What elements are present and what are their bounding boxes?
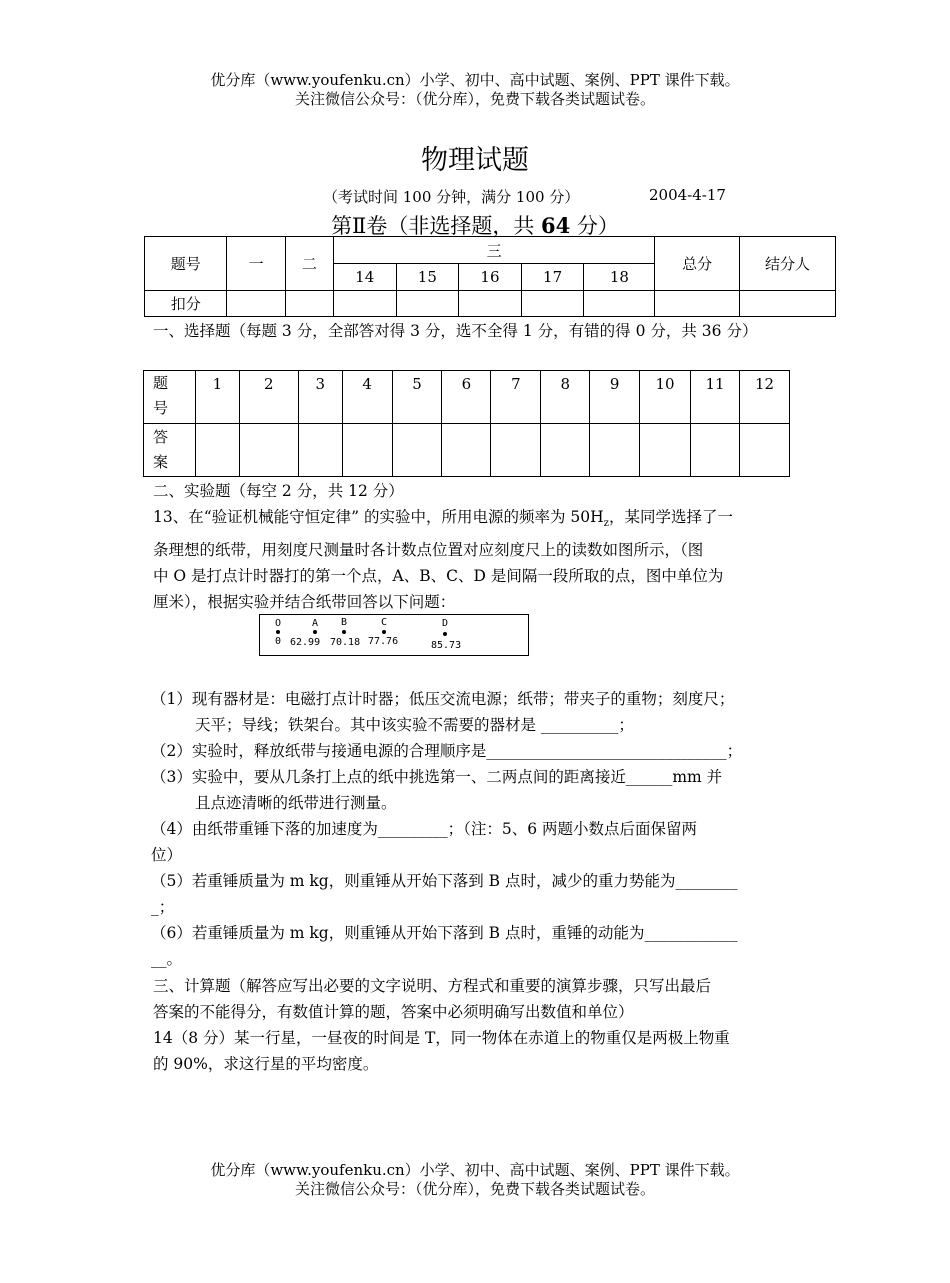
section-1-heading: 一、选择题（每题 3 分，全部答对得 3 分，选不全得 1 分，有错的得 0 分，共 36 分）	[153, 322, 758, 340]
answer-cell[interactable]	[342, 424, 392, 477]
q13-line-4: 厘米），根据实验并结合纸带回答以下问题：	[153, 593, 456, 612]
q13-hz-sub: z	[603, 518, 609, 530]
subq-6-line-2: __。	[151, 950, 183, 968]
answer-cell[interactable]	[392, 424, 442, 477]
answer-number: 3	[298, 371, 342, 424]
question-14-line-1: 14（8 分）某一行星，一昼夜的时间是 T，同一物体在赤道上的物重仅是两极上物重	[153, 1029, 730, 1047]
header-line-2: 关注微信公众号：（优分库），免费下载各类试题试卷。	[294, 90, 655, 108]
subq-1-line-2: 天平；导线；铁架台。其中该实验不需要的器材是 __________；	[195, 716, 634, 734]
q13-line-2: 条理想的纸带，用刻度尺测量时各计数点位置对应刻度尺上的读数如图所示，（图	[153, 541, 704, 560]
score-header-part1: 一	[227, 237, 285, 291]
section-3-heading-2: 答案的不能得分，有数值计算的题，答案中必须明确写出数值和单位）	[153, 1003, 634, 1021]
tape-label-b: B	[341, 617, 348, 628]
score-header-total: 总分	[655, 237, 740, 291]
subq-4-line-2: 位）	[151, 846, 183, 864]
tape-label-c: C	[381, 617, 388, 628]
question-13	[153, 504, 813, 615]
score-cell[interactable]	[396, 291, 459, 317]
subq-5-line-2: _；	[151, 898, 175, 916]
answer-header-answer-1: 答	[153, 428, 169, 446]
tape-dot-c	[382, 630, 386, 634]
tape-label-o: O	[275, 618, 282, 629]
answer-number: 7	[491, 371, 541, 424]
answer-number: 6	[442, 371, 491, 424]
answer-cell[interactable]	[739, 424, 789, 477]
page-header	[0, 71, 950, 109]
volume-heading-post: 分）	[570, 214, 619, 238]
page-footer	[0, 1161, 950, 1199]
score-header-q16: 16	[459, 264, 522, 291]
footer-line-2: 关注微信公众号：（优分库），免费下载各类试题试卷。	[294, 1180, 655, 1198]
section-3	[153, 973, 813, 1077]
score-cell[interactable]	[521, 291, 584, 317]
score-header-q17: 17	[521, 264, 584, 291]
score-header-part3: 三	[333, 237, 654, 264]
answer-cell[interactable]	[691, 424, 740, 477]
paper-tape-figure	[259, 614, 529, 656]
tape-value-c: 77.76	[368, 636, 399, 647]
header-line-1: 优分库（www.youfenku.cn）小学、初中、高中试题、案例、PPT 课件下载。	[210, 71, 740, 89]
answer-cell[interactable]	[590, 424, 640, 477]
section-3-heading-1: 三、计算题（解答应写出必要的文字说明、方程式和重要的演算步骤，只写出最后	[153, 977, 712, 995]
score-cell[interactable]	[227, 291, 285, 317]
answer-header-answer	[144, 424, 196, 477]
score-header-number: 题号	[145, 237, 227, 291]
subq-3-line-2: 且点迹清晰的纸带进行测量。	[195, 794, 397, 812]
score-header-part2: 二	[285, 237, 333, 291]
answer-header-answer-2: 案	[153, 453, 169, 471]
score-header-q15: 15	[396, 264, 459, 291]
tape-dot-b	[342, 630, 346, 634]
tape-label-a: A	[312, 618, 319, 629]
tape-value-b: 70.18	[330, 637, 361, 648]
q13-subquestions	[151, 686, 816, 972]
tape-dot-a	[313, 630, 317, 634]
q13-line-1a: 13、在“验证机械能守恒定律” 的实验中，所用电源的频率为 50H	[153, 508, 604, 526]
answer-header-number-2: 号	[153, 399, 169, 417]
exam-info: （考试时间 100 分钟，满分 100 分）	[323, 188, 580, 206]
answer-number: 2	[239, 371, 298, 424]
answer-header-number-1: 题	[153, 374, 169, 392]
subq-4-line-1: （4）由纸带重锤下落的加速度为_________；（注：5、6 两题小数点后面保留两	[151, 820, 698, 838]
volume-score: 64	[541, 213, 571, 238]
tape-value-d: 85.73	[431, 640, 462, 651]
answer-number: 9	[590, 371, 640, 424]
question-14-line-2: 的 90%，求这行星的平均密度。	[153, 1055, 379, 1073]
q13-line-3: 中 O 是打点计时器打的第一个点，A、B、C、D 是间隔一段所取的点，图中单位为	[153, 567, 724, 586]
answer-number: 5	[392, 371, 442, 424]
score-cell[interactable]	[333, 291, 396, 317]
q13-line-1b: ，某同学选择了一	[608, 508, 733, 526]
answer-number: 11	[691, 371, 740, 424]
score-cell[interactable]	[739, 291, 835, 317]
exam-date: 2004-4-17	[649, 186, 726, 204]
answer-number: 1	[195, 371, 239, 424]
subq-1-line-1: （1）现有器材是：电磁打点计时器；低压交流电源；纸带；带夹子的重物；刻度尺；	[151, 690, 735, 708]
footer-line-1: 优分库（www.youfenku.cn）小学、初中、高中试题、案例、PPT 课件下载。	[210, 1161, 740, 1179]
answer-number: 12	[739, 371, 789, 424]
score-header-q18: 18	[584, 264, 655, 291]
answer-cell[interactable]	[491, 424, 541, 477]
score-cell[interactable]	[285, 291, 333, 317]
answer-cell[interactable]	[239, 424, 298, 477]
tape-dot-d	[443, 632, 447, 636]
score-row-deduct: 扣分	[145, 291, 227, 317]
score-cell[interactable]	[459, 291, 522, 317]
score-cell[interactable]	[584, 291, 655, 317]
q13-line-1	[153, 504, 813, 537]
subq-5-line-1: （5）若重锤质量为 m kg，则重锤从开始下落到 B 点时，减少的重力势能为________	[151, 872, 738, 890]
tape-label-d: D	[442, 618, 449, 629]
answer-cell[interactable]	[640, 424, 691, 477]
answer-cell[interactable]	[442, 424, 491, 477]
answer-table	[143, 370, 790, 477]
section-2-heading: 二、实验题（每空 2 分，共 12 分）	[153, 482, 404, 500]
answer-header-number	[144, 371, 196, 424]
answer-number: 4	[342, 371, 392, 424]
answer-cell[interactable]	[541, 424, 590, 477]
page-title: 物理试题	[421, 145, 529, 176]
tape-value-o: 0	[275, 636, 282, 647]
tape-dot-o	[276, 630, 280, 634]
answer-number: 8	[541, 371, 590, 424]
subq-6-line-1: （6）若重锤质量为 m kg，则重锤从开始下落到 B 点时，重锤的动能为____________	[151, 924, 738, 942]
score-header-q14: 14	[333, 264, 396, 291]
subq-2: （2）实验时，释放纸带与接通电源的合理顺序是_______________________________；	[151, 742, 743, 760]
score-cell[interactable]	[655, 291, 740, 317]
subq-3-line-1: （3）实验中，要从几条打上点的纸中挑选第一、二两点间的距离接近______mm 并	[151, 768, 723, 786]
answer-cell[interactable]	[195, 424, 239, 477]
answer-cell[interactable]	[298, 424, 342, 477]
answer-number: 10	[640, 371, 691, 424]
score-table	[144, 236, 836, 317]
tape-value-a: 62.99	[290, 637, 321, 648]
volume-heading-pre: 第Ⅱ卷（非选择题，共	[331, 214, 542, 238]
score-header-grader: 结分人	[739, 237, 835, 291]
